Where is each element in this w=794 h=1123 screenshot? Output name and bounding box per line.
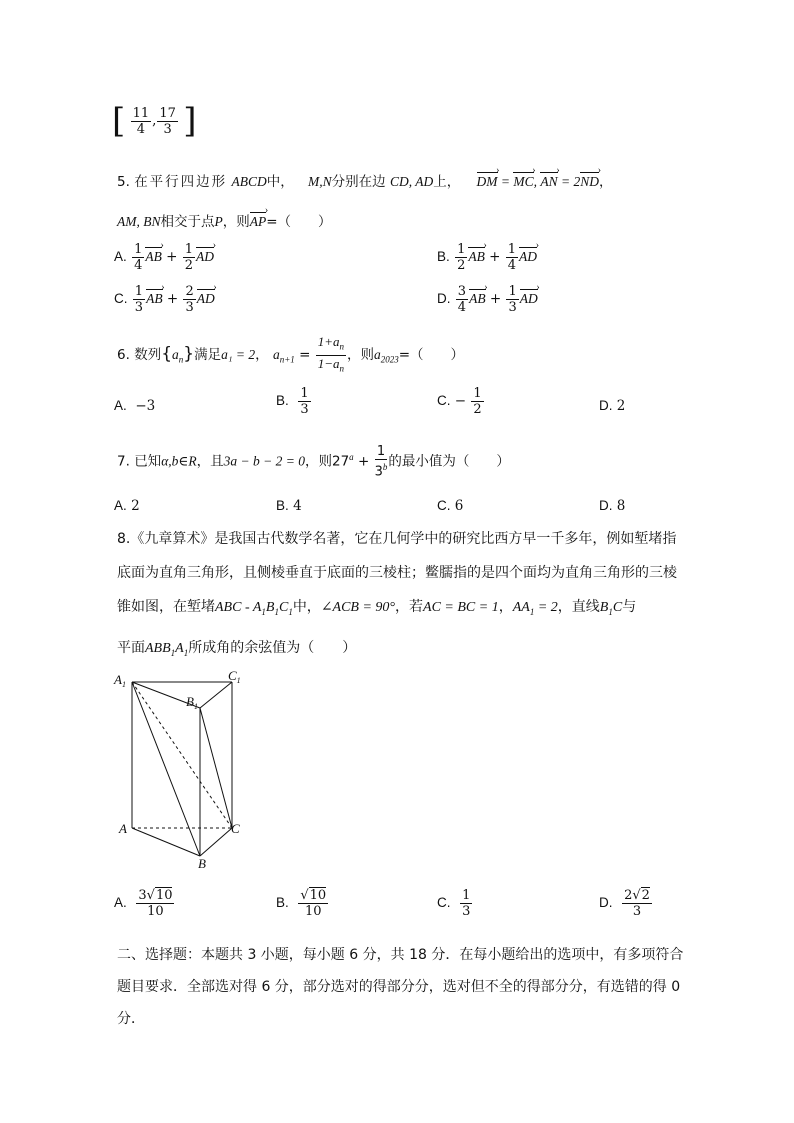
edge-ab [132,828,200,856]
label-a1: $A_1$ [114,672,126,689]
q5-stem-line1: 5. 在平行四边形 ABCD中， M,N分别在边 CD, AD上， DM › = MC ›, AN › = 2ND ›， [117,170,613,190]
q5-stem-line2: AM, BN相交于点P，则AP ›=（ ） [117,210,332,230]
edge-b1c1 [200,682,232,708]
q7-option-a[interactable]: A. 2 [114,498,140,514]
q8-option-d[interactable]: D. $\frac{2√2}{3}$ [599,888,650,919]
q5-option-c[interactable]: C. $\frac{1}{3}$ AB › + $\frac{2}{3}$ AD › [114,284,215,315]
q8-line4: 平面$ABB_1A_1$所成角的余弦值为（ ） [117,640,357,658]
q8-option-c[interactable]: C. $\frac{1}{3}$ [437,888,471,919]
q6-stem: 6. 数列$\{a_n\}$满足a₁ = 2， $a_{n+1}$ = $\frac{1+a_n}{1-a_n}$ ，则$a_{2023}=$（ ） [117,334,465,374]
label-b: B [198,856,206,871]
q8-line1: 8.《九章算术》是我国古代数学名著，它在几何学中的研究比西方早一千多年，例如堑堵指 [117,531,677,547]
edge-b1c [200,708,232,828]
q7-option-c[interactable]: C. 6 [437,498,464,514]
q6-option-a[interactable]: A. −3 [114,398,156,414]
section2-line1: 二、选择题：本题共 3 小题，每小题 6 分，共 18 分．在每小题给出的选项中，有多项符合 [117,947,684,963]
q8-line2: 底面为直角三角形，且侧棱垂直于底面的三棱柱；鳖臑指的是四个面均为直角三角形的三棱 [117,565,677,581]
section2-line3: 分． [117,1011,145,1027]
q8-option-b[interactable]: B. $\frac{√10}{10}$ [276,888,327,919]
q7-option-d[interactable]: D. 8 [599,498,626,514]
section2-line2: 题目要求．全部选对得 6 分，部分选对的得部分分，选对但不全的得部分分，有选错的得 0 [117,979,681,995]
q5-option-b[interactable]: B. $\frac{1}{2}$ AB › + $\frac{1}{4}$ AD › [437,242,537,273]
label-c: C [231,821,240,836]
label-b1: $B_1$ [186,694,198,711]
q5-option-d[interactable]: D. $\frac{3}{4}$ AB › + $\frac{1}{3}$ AD › [437,284,538,315]
prism-figure [112,668,252,873]
q8-line3: 锥如图，在堑堵ABC - $A_1B_1C_1$中，∠ACB = 90°，若AC = BC = 1，$AA_1 = 2$，直线$B_1C$与 [117,599,637,617]
q7-option-b[interactable]: B. 4 [276,498,302,514]
edge-bc [200,828,232,856]
interval-answer: [ $\frac{11}{4}$ , $\frac{17}{3}$ ] [112,101,197,141]
label-a: A [119,821,127,836]
q6-option-c[interactable]: C. − $\frac{1}{2}$ [437,386,482,417]
q6-option-b[interactable]: B. $\frac{1}{3}$ [276,386,309,417]
q8-option-a[interactable]: A. $\frac{3√10}{10}$ [114,888,173,919]
q7-stem: 7. 已知α,b∈R，且3a − b − 2 = 0，则$27^a$ + $\frac{1}{3^b}$ 的最小值为（ ） [117,444,510,480]
label-c1: $C_1$ [228,668,241,685]
q6-option-d[interactable]: D. 2 [599,398,626,414]
q5-option-a[interactable]: A. $\frac{1}{4}$ AB › + $\frac{1}{2}$ AD › [114,242,214,273]
edge-a1c [132,682,232,828]
